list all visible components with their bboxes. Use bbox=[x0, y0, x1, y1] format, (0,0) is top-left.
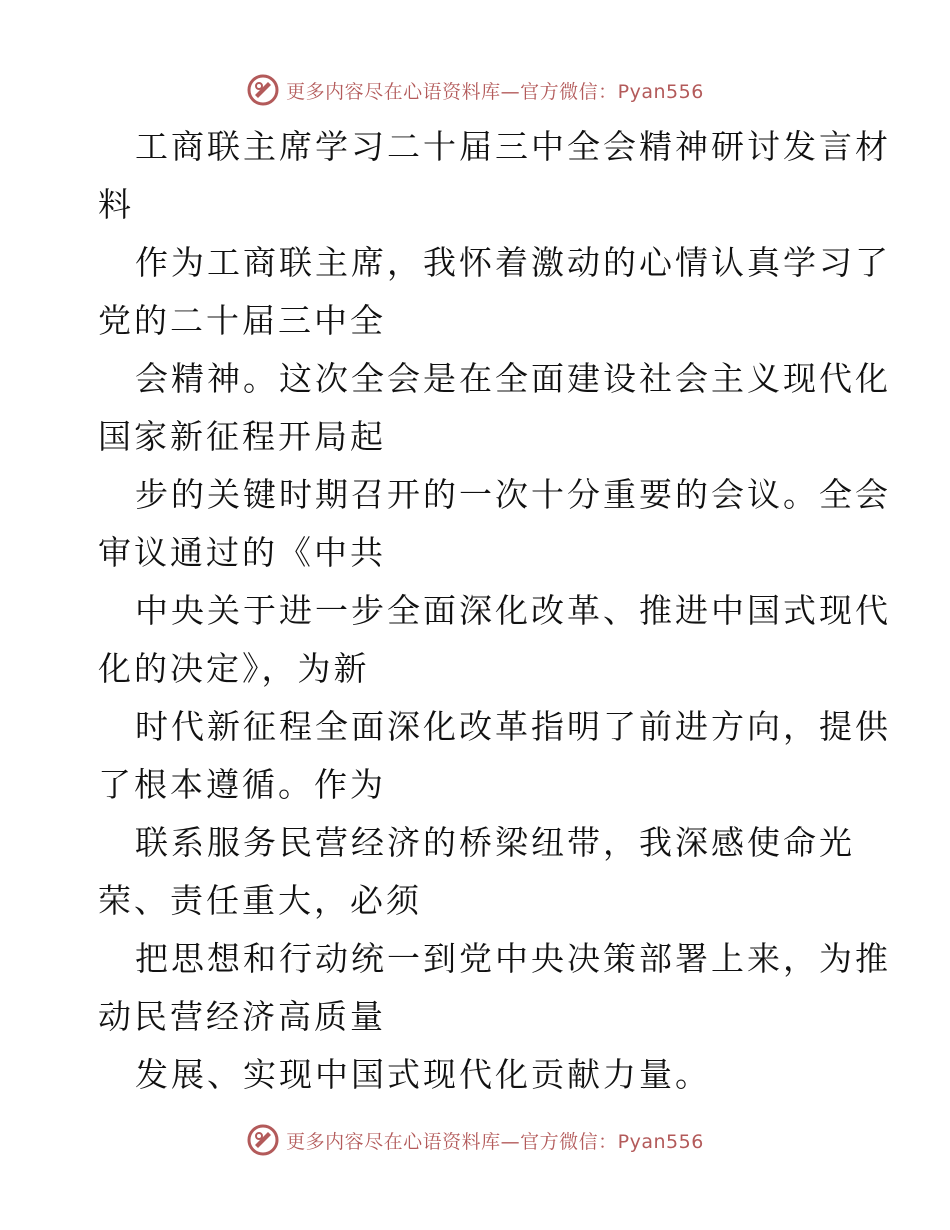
title-line-2: 料 bbox=[98, 185, 134, 224]
text-line: 发展、实现中国式现代化贡献力量。 bbox=[135, 1055, 711, 1094]
text-line: 联系服务民营经济的桥梁纽带，我深感使命光 bbox=[135, 823, 855, 862]
text-line: 了根本遵循。作为 bbox=[98, 765, 386, 804]
seal-logo-icon bbox=[246, 73, 280, 107]
footer-watermark bbox=[0, 1120, 950, 1160]
text-line: 中央关于进一步全面深化改革、推进中国式现代 bbox=[135, 591, 891, 630]
text-line: 会精神。这次全会是在全面建设社会主义现代化 bbox=[135, 359, 891, 398]
text-line: 党的二十届三中全 bbox=[98, 301, 386, 340]
text-line: 作为工商联主席，我怀着激动的心情认真学习了 bbox=[135, 243, 891, 282]
text-line: 动民营经济高质量 bbox=[98, 997, 386, 1036]
text-line: 化的决定》，为新 bbox=[98, 649, 370, 688]
watermark-text: 更多内容尽在心语资料库—官方微信：Pyan556 bbox=[286, 80, 704, 103]
text-line: 国家新征程开局起 bbox=[98, 417, 386, 456]
title-line-1: 工商联主席学习二十届三中全会精神研讨发言材 bbox=[135, 127, 891, 166]
text-line: 把思想和行动统一到党中央决策部署上来，为推 bbox=[135, 939, 891, 978]
text-line: 步的关键时期召开的一次十分重要的会议。全会 bbox=[135, 475, 891, 514]
seal-logo-icon bbox=[246, 1123, 280, 1157]
watermark-text: 更多内容尽在心语资料库—官方微信：Pyan556 bbox=[286, 1130, 704, 1153]
header-watermark bbox=[0, 70, 950, 110]
document-body bbox=[98, 118, 891, 1104]
text-line: 荣、责任重大，必须 bbox=[98, 881, 422, 920]
text-line: 时代新征程全面深化改革指明了前进方向，提供 bbox=[135, 707, 891, 746]
text-line: 审议通过的《中共 bbox=[98, 533, 386, 572]
